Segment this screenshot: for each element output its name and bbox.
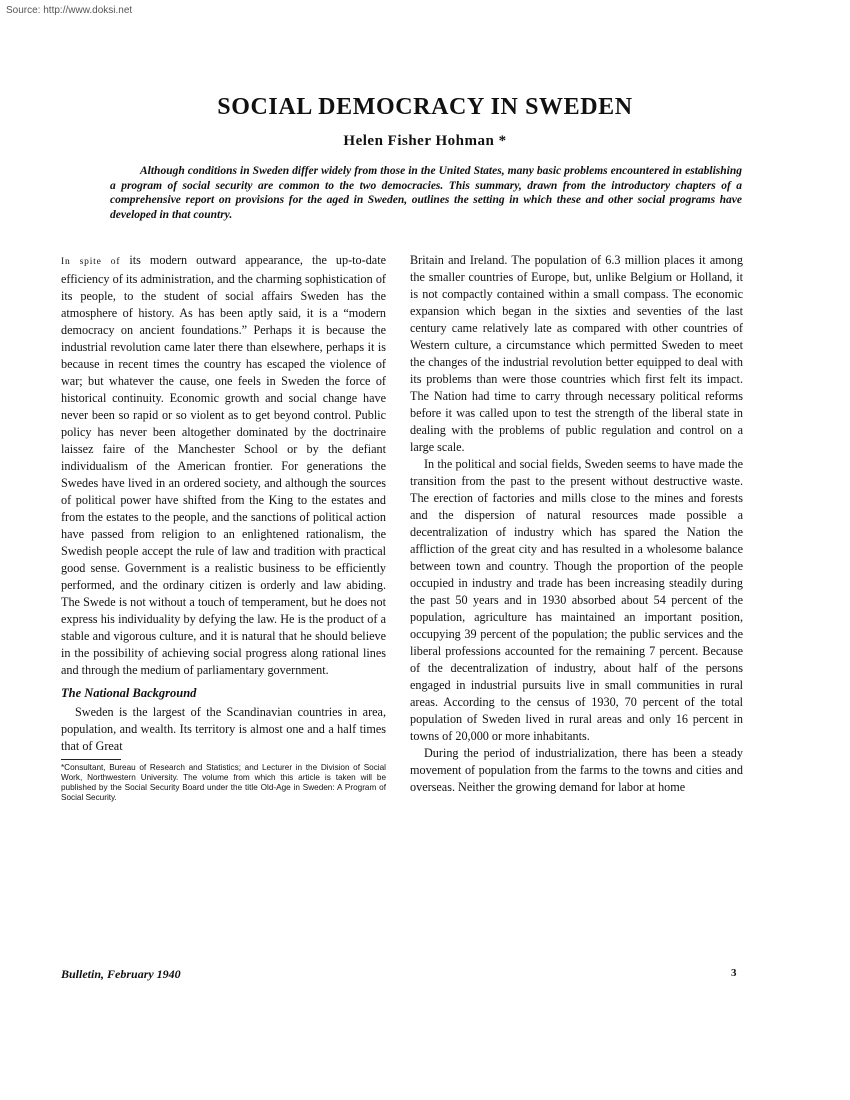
page-number: 3: [731, 967, 737, 979]
paragraph-intro: [61, 252, 386, 679]
publication-footer: Bulletin, February 1940: [61, 967, 181, 981]
left-column: [61, 252, 386, 803]
article-abstract: Although conditions in Sweden differ widely from those in the United States, many basic problems encountered in establishing a program of social security are common to the two democracies. This summary, drawn from the introductory chapters of a comprehensive report on provisions for the aged in Sweden, outlines the setting in which these and other social programs have developed in that country.: [110, 165, 742, 221]
section-heading: The National Background: [61, 686, 197, 700]
paragraph-background-continued: Britain and Ireland. The population of 6.3 million places it among the smaller countries of Europe, but, unlike Belgium or Holland, it is not compactly contained within a small compass. The economic expansion which began in the sixties and seventies of the last century came relatively late as compared with other countries of Western culture, a circumstance which permitted Sweden to meet the changes of the industrial revolution better equipped to deal with its problems than were those countries which first felt its impact. The Nation had time to carry through necessary political reforms before it was called upon to test the strength of the liberal state in dealing with the problems of public regulation and control on a large scale.: [410, 253, 743, 454]
lead-in-smallcaps: In spite of: [61, 257, 121, 267]
article-title: SOCIAL DEMOCRACY IN SWEDEN: [217, 94, 633, 120]
paragraph-background: Sweden is the largest of the Scandinavian countries in area, population, and wealth. Its territory is almost one and a half times that of Great: [61, 705, 386, 753]
paragraph-industrialization: During the period of industrialization, there has been a steady movement of population from the farms to the towns and cities and overseas. Neither the growing demand for labor at home: [410, 746, 743, 794]
right-column: [410, 252, 743, 796]
footnote-divider: [61, 759, 121, 760]
source-url: Source: http://www.doksi.net: [6, 5, 133, 16]
paragraph-intro-text: its modern outward appearance, the up-to-date efficiency of its administration, and the charming sophistication of its people, to the student of social affairs Sweden has the atmosphere of history. As has been aptly said, it is a “modern democracy on ancient foundations.” Perhaps it is because the industrial revolution came later there than elsewhere, perhaps it is because in recent times the country has escaped the violence of war; but whatever the cause, one feels in Sweden the force of historical continuity. Economic growth and social change have never been so rapid or so violent as to get beyond control. Public policy has never been altogether dominated by the doctrinaire laissez faire of the Manchester School or by the defiant individualism of the American frontier. For generations the Swedes have lived in an ordered society, and although the sources of political power have shifted from the King to the estates and from the estates to the people, and the sanctions of political action have passed from religion to an enlightened rationalism, the Swedish people accept the rule of law and tradition with practical good sense. Government is a realistic business to be efficiently performed, and the ordinary citizen is orderly and law abiding. The Swede is not without a touch of temperament, but he does not express his individuality by defying the law. He is the product of a stable and vigorous culture, and it is natural that he should believe in the possibility of achieving social progress along rational lines and through the medium of parliamentary government.: [61, 253, 386, 677]
paragraph-political-social: In the political and social fields, Sweden seems to have made the transition from the past to the present without destructive waste. The erection of factories and mills close to the mines and forests and the dispersion of natural resources made possible a decentralization of industry which has spared the Nation the affliction of the great city and has resulted in a wholesome balance between town and country. Though the proportion of the people occupied in industry and trade has been increasing steadily during the past 50 years and in 1930 absorbed about 54 percent of the population, agriculture has maintained an important position, occupying 39 percent of the population; the public services and the liberal professions accounted for the remaining 7 percent. Because of the decentralization of industry, about half of the persons engaged in industrial pursuits live in small communities in rural areas. According to the census of 1930, 70 percent of the total population of Sweden lived in rural areas and only 16 percent in towns of 20,000 or more inhabitants.: [410, 457, 743, 743]
author-footnote: *Consultant, Bureau of Research and Statistics; and Lecturer in the Division of Social Work, Northwestern University. The volume from which this article is taken will be published by the Social Security Board under the title Old-Age in Sweden: A Program of Social Security.: [61, 763, 386, 802]
article-author: Helen Fisher Hohman *: [343, 133, 507, 149]
